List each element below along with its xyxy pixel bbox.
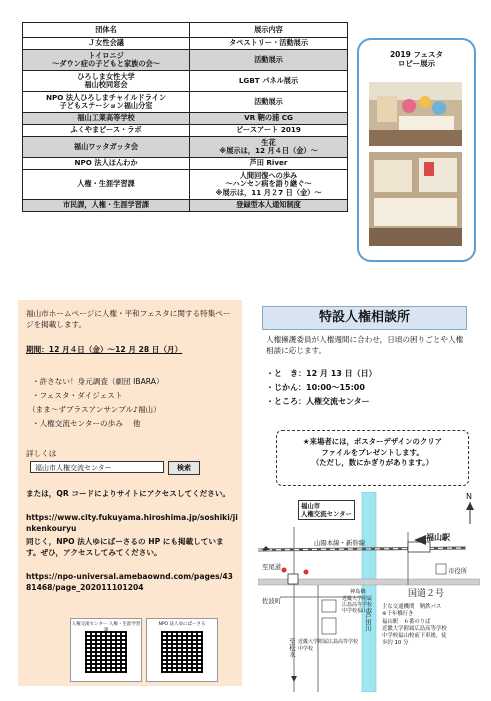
table-cell-content: 活動展示 (190, 50, 348, 71)
qr-card-npo (146, 618, 218, 682)
map-road-label: 国道２号 (408, 589, 445, 599)
map-bottom-label: 至松永 (288, 638, 296, 658)
header-content: 展示内容 (190, 23, 348, 38)
table-cell-org: ひろしま女性大学 福山校同窓会 (23, 71, 190, 92)
feature-item-4: ・人権交流センターの歩み 他 (32, 419, 141, 428)
consultation-date: ・と き：12 月 13 日（日） (266, 369, 377, 378)
table-cell-org: 福山工業高等学校 (23, 113, 190, 125)
notice-line-2: ファイルをプレゼントします。 (321, 447, 424, 457)
table-row (23, 125, 348, 137)
feature-item-1: ・許さない！身元調査（劇団 IBARA） (32, 377, 164, 386)
table-cell-org: 福山ワッタガッタ会 (23, 137, 190, 158)
intro-text: 福山市ホームページに人権・平和フェスタに関する特集ページを掲載します。 (26, 309, 231, 329)
table-row (23, 50, 348, 71)
table-cell-org: トイロニジ ～ダウン症の子どもと家族の会～ (23, 50, 190, 71)
consultation-desc: 人権擁護委員が人権週間に合わせ，日頃の困りごとや人権相談に応じます。 (266, 335, 464, 355)
table-row (23, 137, 348, 158)
qr-card-city (70, 618, 142, 682)
map-bridge-label: 神島橋 (350, 589, 366, 595)
search-input[interactable]: 福山市人権交流センター (30, 461, 164, 473)
north-icon: N (466, 492, 472, 501)
consultation-time: ・じかん：10:00～15:00 (266, 383, 365, 392)
qr-instruction: または，QR コードによりサイトにアクセスしてください。 (26, 489, 231, 498)
map-river-label: 芦田川 (364, 612, 372, 632)
table-cell-org: ふくやまピース・ラボ (23, 125, 190, 137)
consultation-title: 特設人権相談所 (262, 306, 467, 330)
table-cell-content: 登録型本人通知制度 (190, 200, 348, 212)
lobby-photo-1 (369, 82, 462, 146)
table-row (23, 92, 348, 113)
consultation-place: ・ところ：人権交流センター (266, 397, 370, 406)
table-row (23, 71, 348, 92)
table-cell-org: 人権・生涯学習課 (23, 170, 190, 200)
lobby-photo-2 (369, 152, 462, 246)
table-cell-content: VR 鞆の浦 CG (190, 113, 348, 125)
npo-url-link[interactable]: https://npo-universal.amebaownd.com/pages/4381468/page_202011101204 (26, 572, 233, 592)
notice-line-3: （ただし，数にかぎりがあります。） (311, 458, 434, 468)
table-cell-org: 市民課，人権・生涯学習課 (23, 200, 190, 212)
qr-code-icon[interactable] (85, 631, 127, 673)
lobby-photo-box (357, 38, 476, 262)
header-org: 団体名 (23, 23, 190, 38)
city-url-link[interactable]: https://www.city.fukuyama.hiroshima.jp/soshiki/jinkenkouryu (26, 513, 238, 533)
photo-box-title: 2019 フェスタ ロビー展示 (389, 50, 444, 69)
table-row (23, 38, 348, 50)
qr-label-npo: NPO 法人ゆにばーさる (158, 622, 206, 627)
map-rail-label: 山陽本線・新幹線 (314, 539, 366, 547)
table-cell-content: 人間回復への歩み ～ハンセン病を語り継ぐ～ ※展示は，11 月２7 日（金）～ (190, 170, 348, 200)
map-station-label: 福山駅 (426, 533, 450, 542)
web-feature-box (18, 300, 242, 686)
search-button[interactable]: 検索 (168, 461, 200, 475)
table-cell-content: ピースアート 2019 (190, 125, 348, 137)
table-cell-org: NPO 法人ひろしまチャイルドライン 子どもステーション福山分室 (23, 92, 190, 113)
table-cell-org: Ｊ女性会議 (23, 38, 190, 50)
map-left1-label: 至尾道 (262, 563, 282, 571)
qr-label-city: 人権交流センター 人権・生涯学習 (71, 622, 141, 627)
feature-item-3: （まま～ずブラスアンサンブル♪福山） (28, 405, 161, 414)
table-cell-content: LGBT パネル展示 (190, 71, 348, 92)
gift-notice (276, 430, 469, 486)
table-cell-content: 活動展示 (190, 92, 348, 113)
map-center-label: 福山市 人権交流センター (298, 500, 355, 520)
map-drawing (258, 492, 480, 692)
exhibitor-table (22, 22, 348, 212)
table-cell-content: 芦田 River (190, 158, 348, 170)
map-school1-label: 近畿大学附属 広島高等学校 中学校福山校 (342, 596, 373, 614)
qr-code-icon[interactable] (161, 631, 203, 673)
map-bus-info: 主な交通機関 鞆鉄バス ※千年橋行き 福山駅 ６番のりば 近畿大学附属広島高等学校 中学校福山校前下車後，徒 歩約 10 分 (382, 604, 447, 647)
npo-text: 同じく，NPO 法人ゆにばーさるの HP にも掲載しています。ぜひ，アクセスしてみてください。 (26, 537, 224, 557)
access-map (258, 492, 480, 692)
table-cell-content: 生花 ※展示は，12 月４日（金）～ (190, 137, 348, 158)
table-cell-org: NPO 法人ほんわか (23, 158, 190, 170)
table-row (23, 113, 348, 125)
table-row (23, 158, 348, 170)
period-text: 期間：12 月４日（金）～12 月 28 日（月） (26, 345, 183, 354)
table-header-row (23, 23, 348, 38)
table-cell-content: タペストリー・活動展示 (190, 38, 348, 50)
feature-item-2: ・フェスタ・ダイジェスト (32, 391, 123, 400)
table-body (23, 38, 348, 212)
table-row (23, 170, 348, 200)
consultation-section (262, 306, 467, 416)
map-cityhall-label: 市役所 (448, 567, 468, 575)
details-label: 詳しくは (26, 449, 57, 458)
map-school2-label: 近畿大学附属広島高等学校 中学校 (298, 639, 359, 652)
map-left2-label: 佐波町 (262, 597, 282, 605)
notice-line-1: ★来場者には，ポスターデザインのクリア (302, 437, 443, 446)
table-row (23, 200, 348, 212)
